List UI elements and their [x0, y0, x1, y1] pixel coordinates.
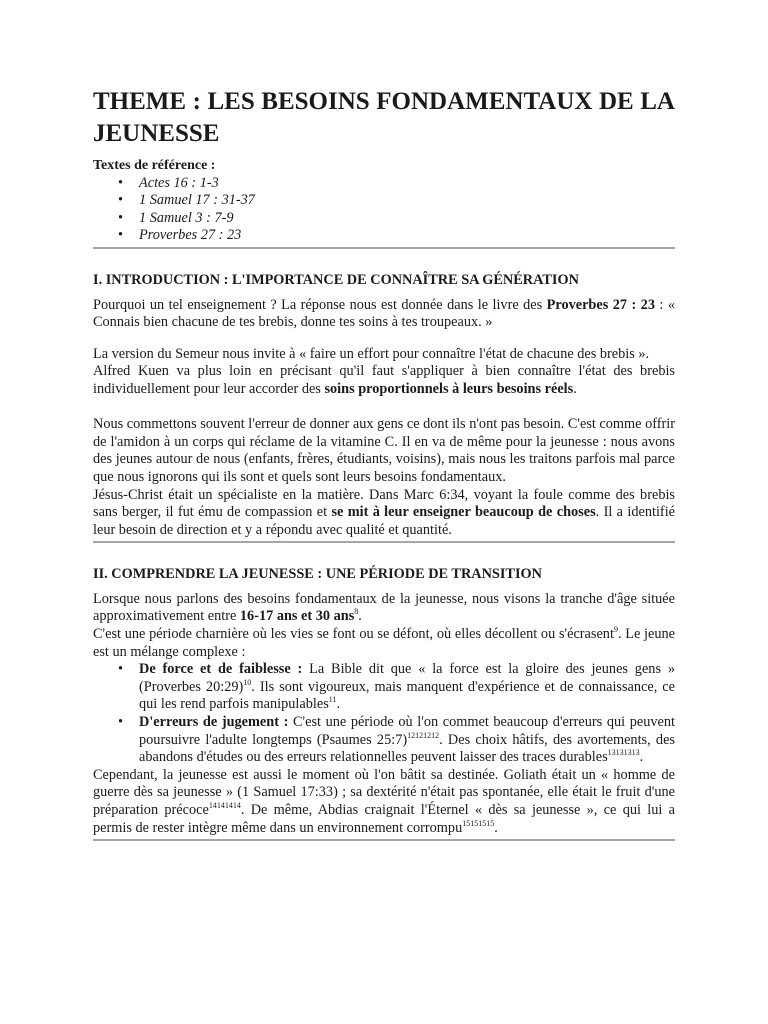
- list-item: • De force et de faiblesse : La Bible dit que « la force est la gloire des jeunes gens » (Proverbes 20:29)$^{10}$. Ils sont vigoureux, mais manquent d'expérience et de connaissance, ce qui les rend parfois manipulables$^{11}$.: [139, 661, 675, 714]
- divider: [93, 839, 675, 841]
- section-heading-introduction: I. INTRODUCTION : L'IMPORTANCE DE CONNAÎTRE SA GÉNÉRATION: [93, 271, 579, 288]
- paragraph: Alfred Kuen va plus loin en précisant qu'il faut s'appliquer à bien connaître l'état des brebis individuellement pour leur accorder des soins proportionnels à leurs besoins réels.: [93, 363, 675, 397]
- references-list: [93, 175, 675, 245]
- paragraph: Lorsque nous parlons des besoins fondamentaux de la jeunesse, nous visons la tranche d'âge située approximativement entre 16-17 ans et 30 ans$^8$.: [93, 590, 675, 625]
- reference-item: • 1 Samuel 3 : 7-9: [139, 210, 675, 228]
- reference-item: • Proverbes 27 : 23: [139, 227, 675, 245]
- references-label: Textes de référence :: [93, 158, 216, 173]
- paragraph: Nous commettons souvent l'erreur de donner aux gens ce dont ils n'ont pas besoin. C'est comme offrir de l'amidon à un corps qui réclame de la vitamine C. Il en va de même pour la jeunesse : nous avons des jeunes autour de nous (enfants, frères, étudiants, voisins), mais nous les traitons parfois mal parce que nous ignorons qui ils sont et quels sont leurs besoins fondamentaux.: [93, 416, 675, 485]
- paragraph: La version du Semeur nous invite à « faire un effort pour connaître l'état de chacune des brebis ».: [93, 345, 650, 362]
- reference-item: • Actes 16 : 1-3: [139, 175, 675, 193]
- paragraph: Pourquoi un tel enseignement ? La réponse nous est donnée dans le livre des Proverbes 27 : 23 : « Connais bien chacune de tes brebis, donne tes soins à tes troupeaux. »: [93, 296, 675, 331]
- paragraph: C'est une période charnière où les vies se font ou se défont, où elles décollent ou s'écrasent$^9$. Le jeune est un mélange complexe :: [93, 625, 676, 660]
- section-heading-transition: II. COMPRENDRE LA JEUNESSE : UNE PÉRIODE DE TRANSITION: [93, 566, 542, 583]
- divider: [93, 541, 675, 543]
- paragraph: Jésus-Christ était un spécialiste en la matière. Dans Marc 6:34, voyant la foule comme des brebis sans berger, il fut ému de compassion et se mit à leur enseigner beaucoup de choses. Il a identifié leur besoin de direction et y a répondu avec qualité et quantité.: [93, 486, 676, 538]
- reference-item: • 1 Samuel 17 : 31-37: [139, 192, 675, 210]
- list-item: • D'erreurs de jugement : C'est une période où l'on commet beaucoup d'erreurs qui peuvent poursuivre l'adulte longtemps (Psaumes 25:7)$^{12121212}$. Des choix hâtifs, des avortements, des abandons d'études ou des erreurs relationnelles peuvent laisser des traces durables$^{13131313}$.: [139, 714, 675, 767]
- page-title: THEME : LES BESOINS FONDAMENTAUX DE LA JEUNESSE: [93, 88, 675, 147]
- bullet-list: [93, 661, 675, 767]
- document-body: [93, 86, 675, 841]
- paragraph: Cependant, la jeunesse est aussi le moment où l'on bâtit sa destinée. Goliath était un « homme de guerre dès sa jeunesse » (1 Samuel 17:33) ; sa dextérité n'était pas spontanée, elle était le fruit d'une préparation précoce$^{14141414}$. De même, Abdias craignait l'Éternel « dès sa jeunesse », ce qui lui a permis de rester intègre même dans un environnement corrompu$^{15151515}$.: [93, 766, 675, 836]
- divider: [93, 247, 675, 249]
